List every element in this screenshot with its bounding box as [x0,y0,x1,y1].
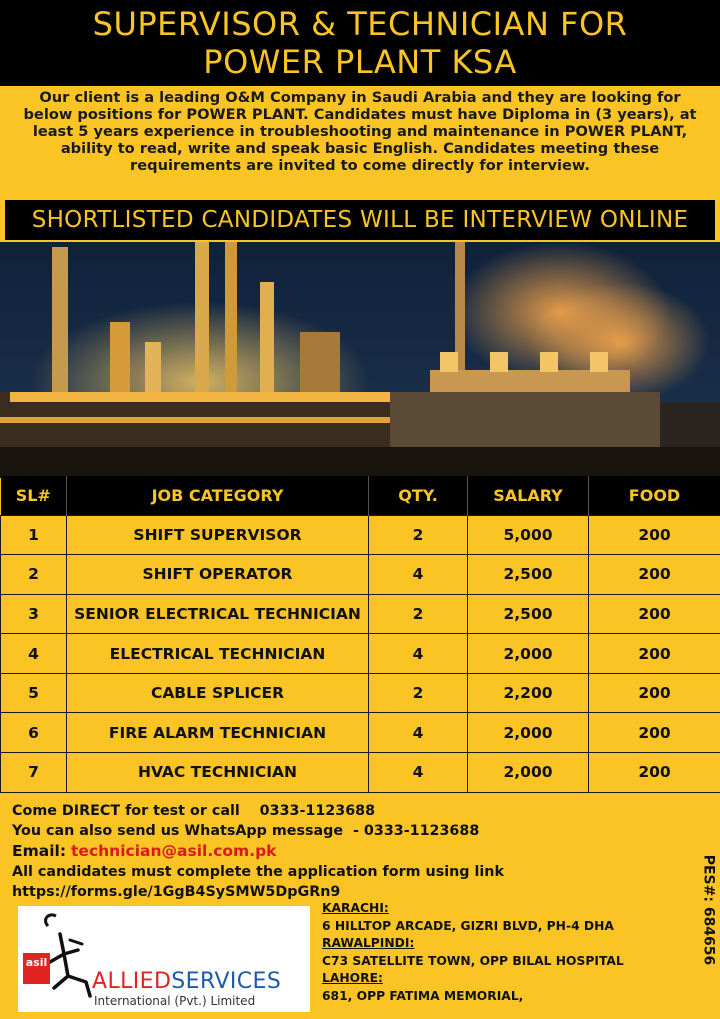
cell-category: SHIFT OPERATOR [67,555,369,595]
office-city: LAHORE: [322,971,383,986]
cell-salary: 2,000 [468,634,589,674]
office-addresses [322,900,652,1006]
company-name-allied: ALLIED [92,969,172,994]
office-city: RAWALPINDI: [322,936,415,951]
col-header-sl: SL# [1,476,67,515]
page-title-line-2: POWER PLANT KSA [203,43,517,81]
table-row [1,753,720,793]
cell-food: 200 [589,673,720,713]
cell-sl: 7 [1,753,67,793]
cell-qty: 4 [369,634,468,674]
table-row [1,594,720,634]
cell-sl: 4 [1,634,67,674]
email-link[interactable]: technician@asil.com.pk [71,842,277,860]
office-city: KARACHI: [322,901,389,915]
office-address: 681, OPP FATIMA MEMORIAL, [322,988,524,1003]
cell-food: 200 [589,594,720,634]
call-line: Come DIRECT for test or call 0333-1123688 [12,803,376,819]
company-name-services: SERVICES [171,969,282,994]
cell-category: ELECTRICAL TECHNICIAN [67,634,369,674]
table-row [1,713,720,753]
cell-salary: 2,000 [468,753,589,793]
cell-qty: 2 [369,515,468,555]
cell-qty: 4 [369,713,468,753]
title-bar [0,0,720,86]
cell-food: 200 [589,634,720,674]
col-header-food: FOOD [589,476,720,515]
table-row [1,555,720,595]
cell-qty: 2 [369,594,468,634]
cell-food: 200 [589,713,720,753]
cell-qty: 4 [369,753,468,793]
cell-salary: 5,000 [468,515,589,555]
cell-food: 200 [589,555,720,595]
cell-salary: 2,500 [468,594,589,634]
email-label: Email: [12,842,67,860]
cell-food: 200 [589,753,720,793]
col-header-category: JOB CATEGORY [67,476,369,515]
asil-badge: asil [23,953,50,984]
cell-qty: 2 [369,673,468,713]
company-logo [18,906,310,1012]
cell-salary: 2,200 [468,673,589,713]
shortlist-banner: SHORTLISTED CANDIDATES WILL BE INTERVIEW ONLINE [5,200,715,240]
email-line [12,841,572,862]
cell-food: 200 [589,515,720,555]
application-form-line: All candidates must complete the application form using link [12,864,504,880]
office-address: 6 HILLTOP ARCADE, GIZRI BLVD, PH-4 DHA [322,918,614,933]
power-plant-photo [0,242,720,478]
company-name [92,969,281,994]
cell-sl: 2 [1,555,67,595]
cell-category: HVAC TECHNICIAN [67,753,369,793]
whatsapp-line: You can also send us WhatsApp message - 0333-1123688 [12,823,480,839]
table-row [1,634,720,674]
office-address: C73 SATELLITE TOWN, OPP BILAL HOSPITAL [322,953,624,968]
col-header-qty: QTY. [369,476,468,515]
table-header-row [1,476,720,515]
cell-category: SENIOR ELECTRICAL TECHNICIAN [67,594,369,634]
contact-block [12,801,572,902]
cell-sl: 6 [1,713,67,753]
cell-sl: 3 [1,594,67,634]
company-subtitle: International (Pvt.) Limited [94,994,256,1008]
col-header-salary: SALARY [468,476,589,515]
cell-salary: 2,500 [468,555,589,595]
table-row [1,673,720,713]
cell-salary: 2,000 [468,713,589,753]
cell-category: SHIFT SUPERVISOR [67,515,369,555]
cell-category: CABLE SPLICER [67,673,369,713]
cell-category: FIRE ALARM TECHNICIAN [67,713,369,753]
cell-sl: 5 [1,673,67,713]
application-form-link[interactable]: https://forms.gle/1GgB4SySMW5DpGRn9 [12,884,341,900]
cell-sl: 1 [1,515,67,555]
intro-paragraph: Our client is a leading O&M Company in Saudi Arabia and they are looking for below positions for POWER PLANT. Candidates must have Diploma in (3 years), at least 5 years experience in troubleshooting and maintenance in POWER PLANT, ability to read, write and speak basic English. Candidates meeting these requirements are invited to come directly for interview. [23,89,697,174]
pes-number [698,850,718,970]
jobs-table [0,476,720,793]
table-row [1,515,720,555]
cell-qty: 4 [369,555,468,595]
page-title-line-1: SUPERVISOR & TECHNICIAN FOR [92,5,628,43]
power-plant-illustration [0,242,720,478]
pes-number-text: PES#: 684656 [700,854,716,966]
